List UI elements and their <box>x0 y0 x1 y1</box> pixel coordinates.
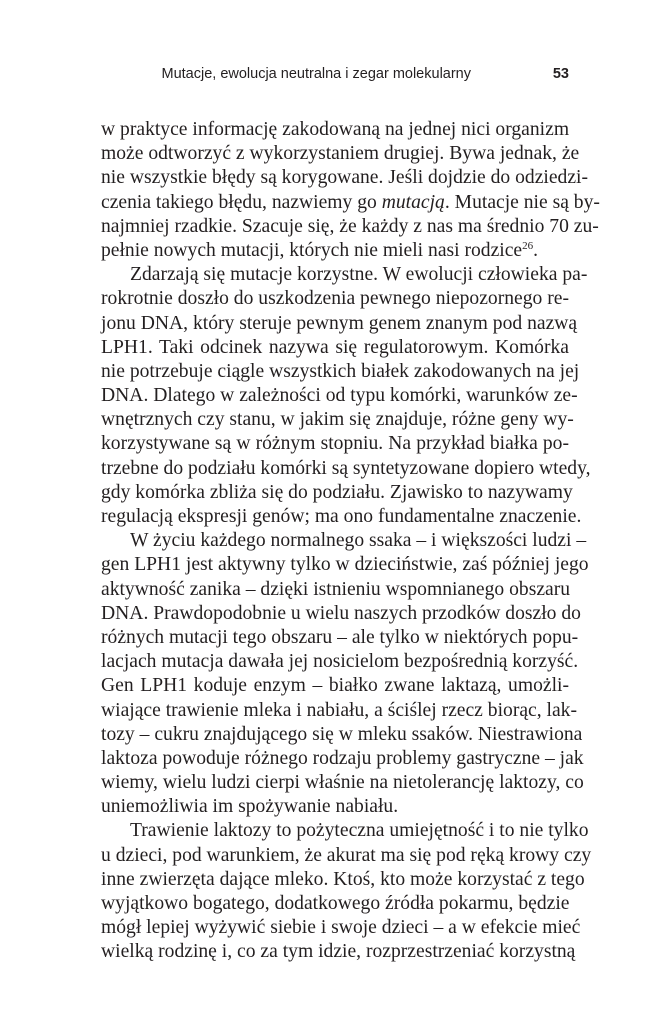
text-line: DNA. Dlatego w zależności od typu komórki, warunków ze- <box>101 385 578 407</box>
text-line: laktoza powoduje różnego rodzaju problemy gastryczne – jak <box>101 747 584 769</box>
text-line: wielką rodzinę i, co za tym idzie, rozprzestrzeniać korzystną <box>101 941 576 963</box>
text-segment: pełnie nowych mutacji, których nie mieli nasi rodzice <box>101 239 523 261</box>
text-line: inne zwierzęta dające mleko. Ktoś, kto może korzystać z tego <box>101 868 585 890</box>
page-number: 53 <box>552 66 569 82</box>
text-line: W życiu każdego normalnego ssaka – i większości ludzi – <box>130 530 587 552</box>
text-segment: . <box>533 239 539 261</box>
text-line: jonu DNA, który steruje pewnym genem znanym pod nazwą <box>101 312 578 334</box>
text-line: uniemożliwia im spożywanie nabiału. <box>101 796 399 818</box>
text-line: aktywność zanika – dzięki istnieniu wspomnianego obszaru <box>101 578 571 600</box>
text-line: LPH1. Taki odcinek nazywa się regulatorowym. Komórka <box>101 336 569 358</box>
text-segment: . Mutacje nie są by- <box>444 191 600 213</box>
text-line: w praktyce informację zakodowaną na jednej nici organizm <box>101 119 570 140</box>
emphasized-term: mutacją <box>381 191 445 213</box>
text-line: najmniej rzadkie. Szacuje się, że każdy z nas ma średnio 70 zu- <box>101 215 599 237</box>
text-line: u dzieci, pod warunkiem, że akurat ma się pod ręką krowy czy <box>101 844 592 866</box>
text-line: nie wszystkie błędy są korygowane. Jeśli dojdzie do odziedzi- <box>101 167 588 189</box>
body-text <box>101 118 600 965</box>
footnote-ref: 26 <box>522 239 534 252</box>
running-title: Mutacje, ewolucja neutralna i zegar molekularny <box>161 66 471 82</box>
text-line: DNA. Prawdopodobnie u wielu naszych przodków doszło do <box>101 602 581 624</box>
text-line: trzebne do podziału komórki są syntetyzowane dopiero wtedy, <box>101 457 591 479</box>
text-line: Gen LPH1 koduje enzym – białko zwane laktazą, umożli- <box>101 675 569 697</box>
text-line: Trawienie laktozy to pożyteczna umiejętność i to nie tylko <box>130 820 589 842</box>
text-line: lacjach mutacja dawała jej nosicielom bezpośrednią korzyść. <box>101 651 579 673</box>
text-line: wyjątkowo bogatego, dodatkowego źródła pokarmu, będzie <box>101 893 570 914</box>
text-line: rokrotnie doszło do uszkodzenia pewnego niepozornego re- <box>101 288 569 310</box>
text-segment: czenia takiego błędu, nazwiemy go <box>101 191 382 213</box>
text-line: korzystywane są w różnym stopniu. Na przykład białka po- <box>101 433 569 455</box>
text-line: Zdarzają się mutacje korzystne. W ewolucji człowieka pa- <box>130 264 588 286</box>
text-line: wiające trawienie mleka i nabiału, a ściślej rzecz biorąc, lak- <box>101 699 577 721</box>
text-line: regulacją ekspresji genów; ma ono fundamentalne znaczenie. <box>101 506 582 527</box>
text-line <box>101 191 600 215</box>
text-line: może odtworzyć z wykorzystaniem drugiej. Bywa jednak, że <box>101 143 580 165</box>
text-line: nie potrzebuje ciągle wszystkich białek zakodowanych na jej <box>101 360 580 382</box>
text-line: wiemy, wielu ludzi cierpi właśnie na nietolerancję laktozy, co <box>101 772 584 794</box>
text-line: wnętrznych czy stanu, w jakim się znajduje, różne geny wy- <box>101 409 574 431</box>
text-line: tozy – cukru znajdującego się w mleku ssaków. Niestrawiona <box>101 723 583 745</box>
text-line <box>101 239 569 263</box>
text-line: różnych mutacji tego obszaru – ale tylko w niektórych popu- <box>101 626 579 648</box>
text-line: gdy komórka zbliża się do podziału. Zjawisko to nazywamy <box>101 481 573 503</box>
running-header <box>101 66 569 90</box>
text-line: mógł lepiej wyżywić siebie i swoje dzieci – a w efekcie mieć <box>101 917 581 939</box>
text-line: gen LPH1 jest aktywny tylko w dzieciństwie, zaś później jego <box>101 554 589 576</box>
